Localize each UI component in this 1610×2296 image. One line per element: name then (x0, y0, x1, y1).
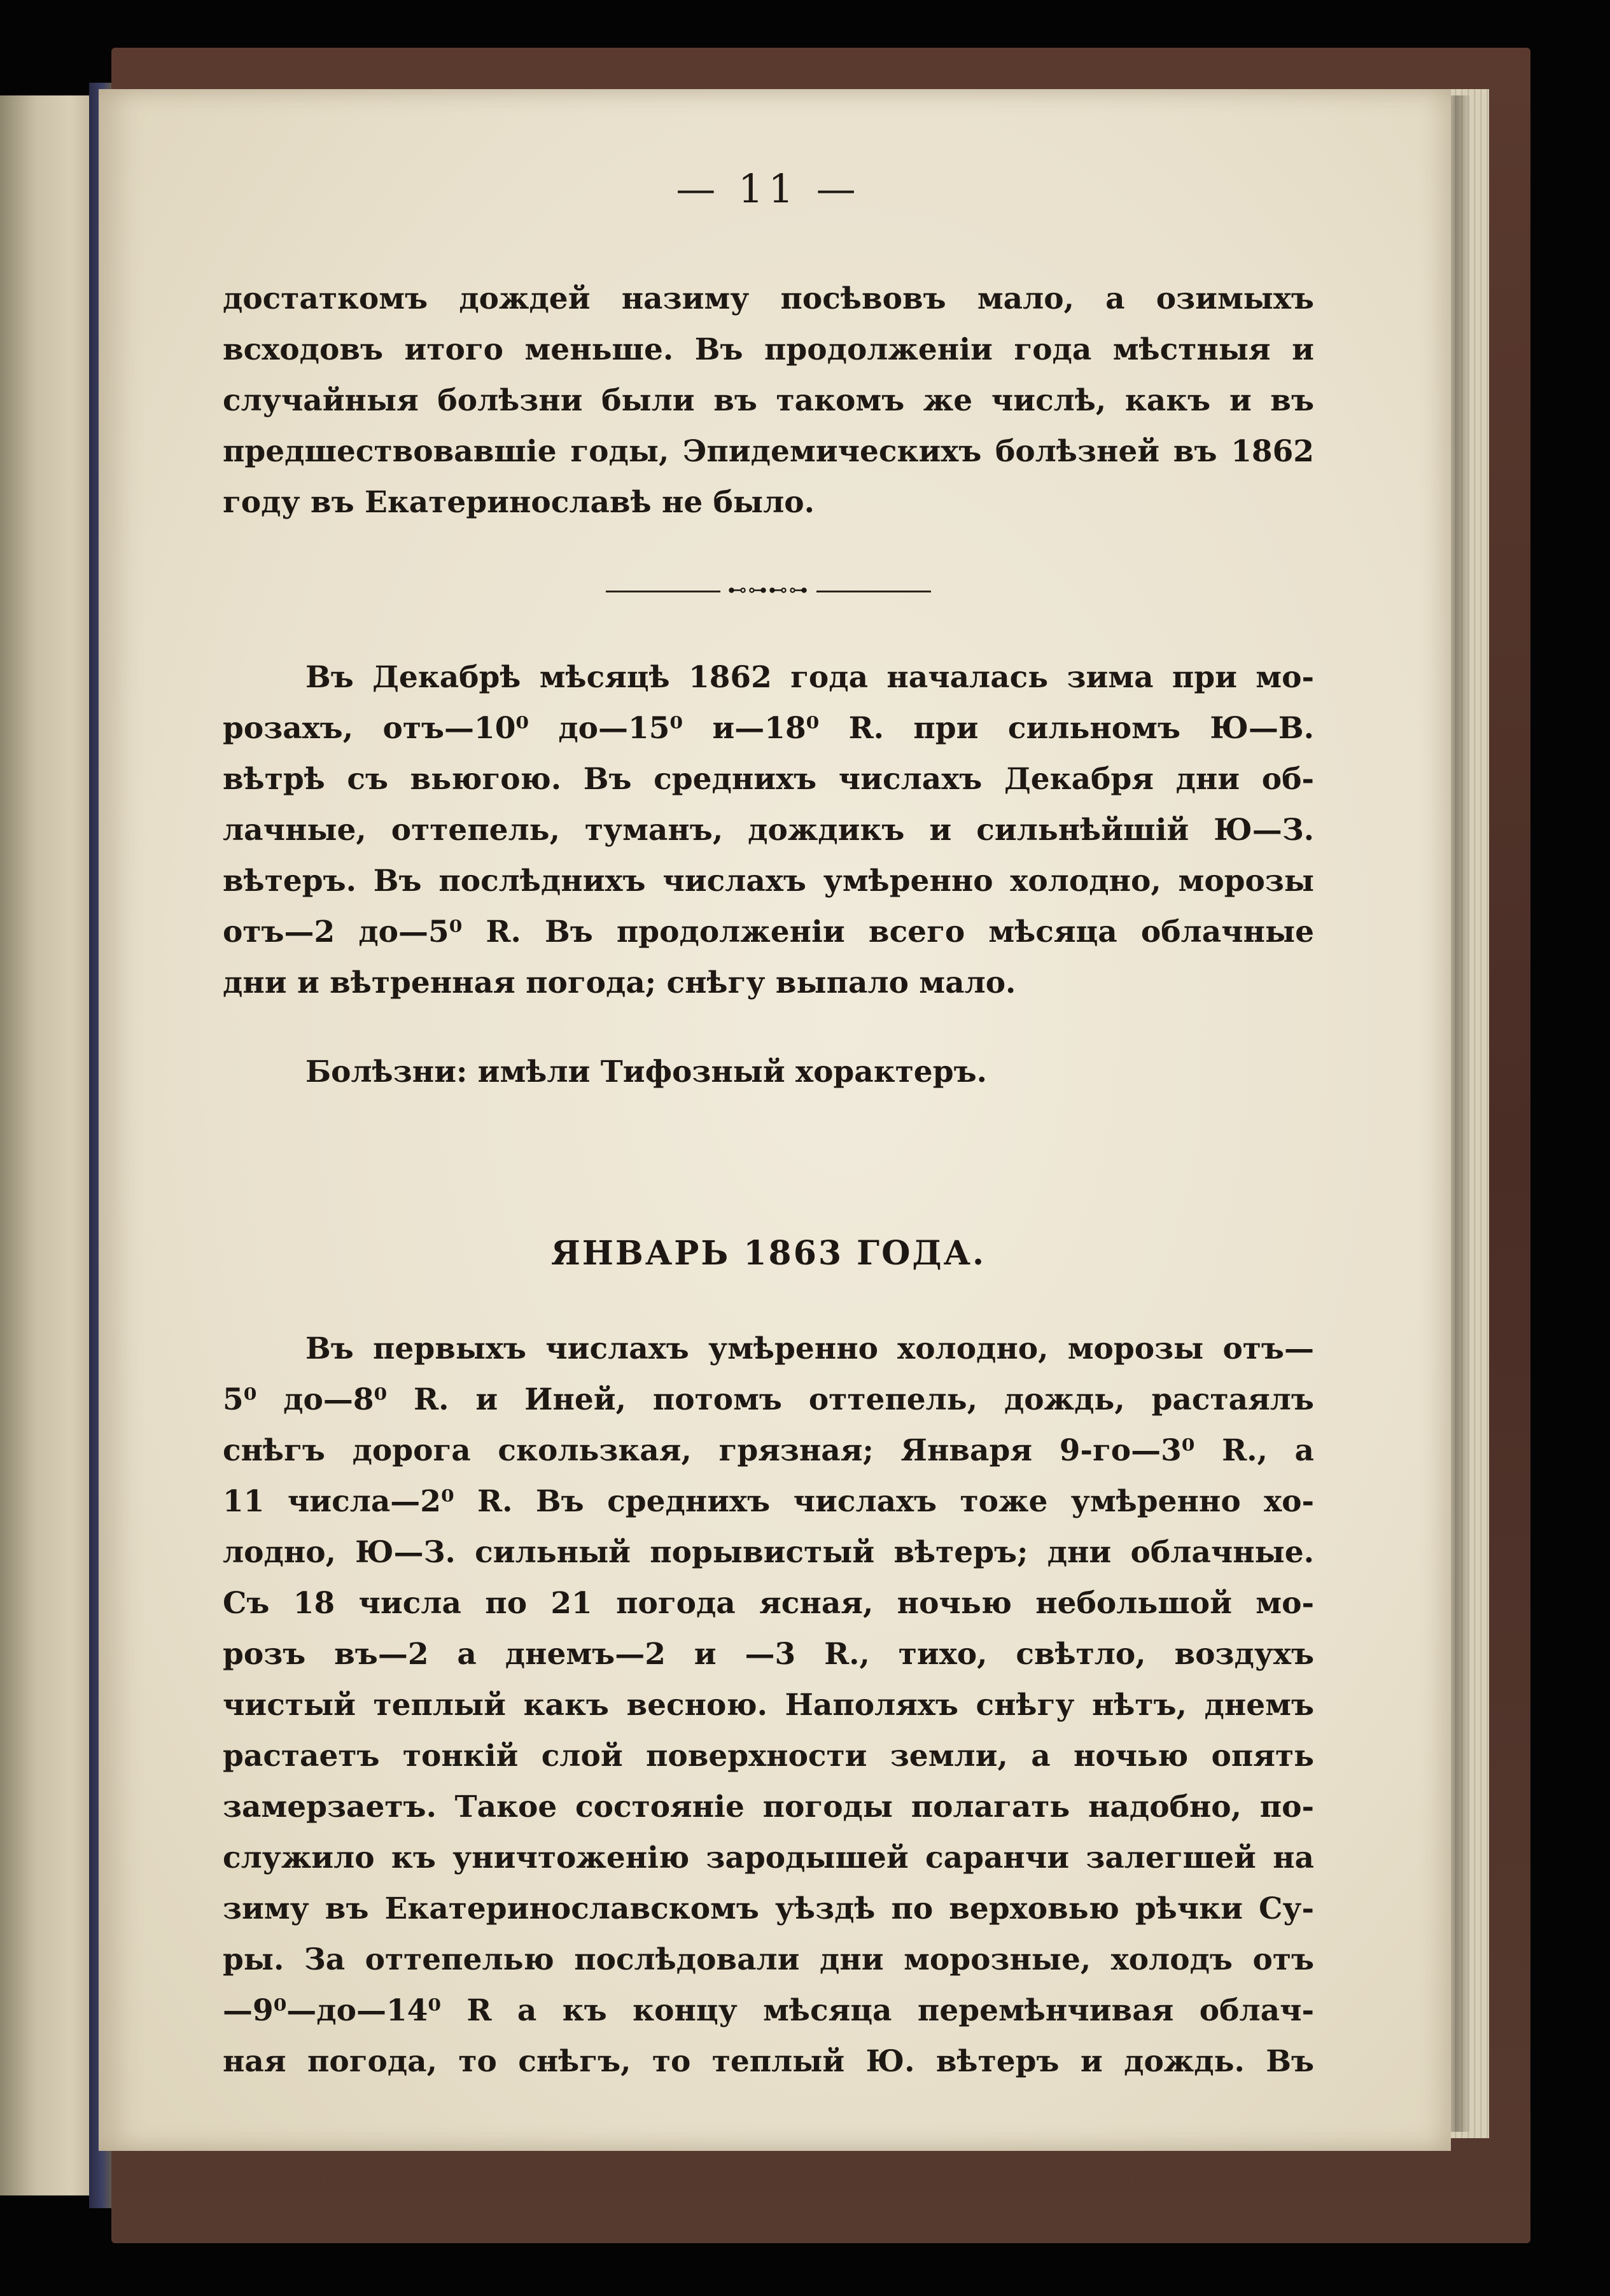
text-line: 11 числа—2⁰ R. Въ среднихъ числахъ тоже умѣренно хо- (223, 1484, 1314, 1519)
ornament-divider (223, 579, 1314, 601)
text-line: ная погода, то снѣгъ, то теплый Ю. вѣтеръ и дождь. Въ (223, 2044, 1314, 2079)
ornament-glyphs: ⊷⊶⊷⊶ (727, 579, 809, 601)
text-line: замерзаетъ. Такое состояніе погоды полагать надобно, по- (223, 1789, 1314, 1824)
text-line: 5⁰ до—8⁰ R. и Иней, потомъ оттепель, дождь, растаялъ (223, 1382, 1314, 1417)
text-line: отъ—2 до—5⁰ R. Въ продолженіи всего мѣсяца облачные (223, 914, 1314, 949)
text-line: Въ Декабрѣ мѣсяцѣ 1862 года началась зима при мо- (305, 660, 1314, 695)
section-heading: ЯНВАРЬ 1863 ГОДА. (550, 1234, 986, 1273)
text-line: зиму въ Екатеринославскомъ уѣздѣ по верховью рѣчки Су- (223, 1891, 1314, 1926)
book-page (99, 89, 1451, 2151)
text-line: чистый теплый какъ весною. Наполяхъ снѣгу нѣтъ, днемъ (223, 1688, 1314, 1723)
text-line: случайныя болѣзни были въ такомъ же числѣ, какъ и въ (223, 383, 1314, 418)
left-page-edge (0, 95, 102, 2195)
text-line: лачные, оттепель, туманъ, дождикъ и сильнѣйшій Ю—З. (223, 813, 1314, 848)
text-line: ры. За оттепелью послѣдовали дни морозные, холодъ отъ (223, 1942, 1314, 1977)
text-line: Съ 18 числа по 21 погода ясная, ночью небольшой мо- (223, 1586, 1314, 1621)
text-line: —9⁰—до—14⁰ R а къ концу мѣсяца перемѣнчивая облач- (223, 1993, 1314, 2028)
divider-rule-left (606, 591, 720, 592)
text-line: достаткомъ дождей назиму посѣвовъ мало, а озимыхъ (223, 281, 1314, 316)
text-line: всходовъ итого меньше. Въ продолженіи года мѣстныя и (223, 332, 1314, 367)
text-line: лодно, Ю—З. сильный порывистый вѣтеръ; дни облачные. (223, 1535, 1314, 1570)
diseases-note: Болѣзни: имѣли Тифозный хорактеръ. (305, 1054, 987, 1089)
text-line: розахъ, отъ—10⁰ до—15⁰ и—18⁰ R. при сильномъ Ю—В. (223, 711, 1314, 746)
text-line: Въ первыхъ числахъ умѣренно холодно, морозы отъ— (305, 1331, 1314, 1366)
divider-rule-right (816, 591, 931, 592)
text-line: снѣгъ дорога скользкая, грязная; Января 9-го—3⁰ R., а (223, 1433, 1314, 1468)
text-line: растаетъ тонкій слой поверхности земли, а ночью опять (223, 1739, 1314, 1774)
text-line: розъ въ—2 а днемъ—2 и —3 R., тихо, свѣтло, воздухъ (223, 1637, 1314, 1672)
text-line: дни и вѣтренная погода; снѣгу выпало мало. (223, 965, 1016, 1000)
text-line: служило къ уничтоженію зародышей саранчи залегшей на (223, 1840, 1314, 1875)
page-number: — 11 — (676, 165, 861, 212)
text-line: вѣтрѣ съ вьюгою. Въ среднихъ числахъ Декабря дни об- (223, 762, 1314, 797)
text-line: вѣтеръ. Въ послѣднихъ числахъ умѣренно холодно, морозы (223, 864, 1314, 899)
text-line: году въ Екатеринославѣ не было. (223, 485, 815, 520)
text-line: предшествовавшіе годы, Эпидемическихъ болѣзней въ 1862 (223, 434, 1314, 469)
